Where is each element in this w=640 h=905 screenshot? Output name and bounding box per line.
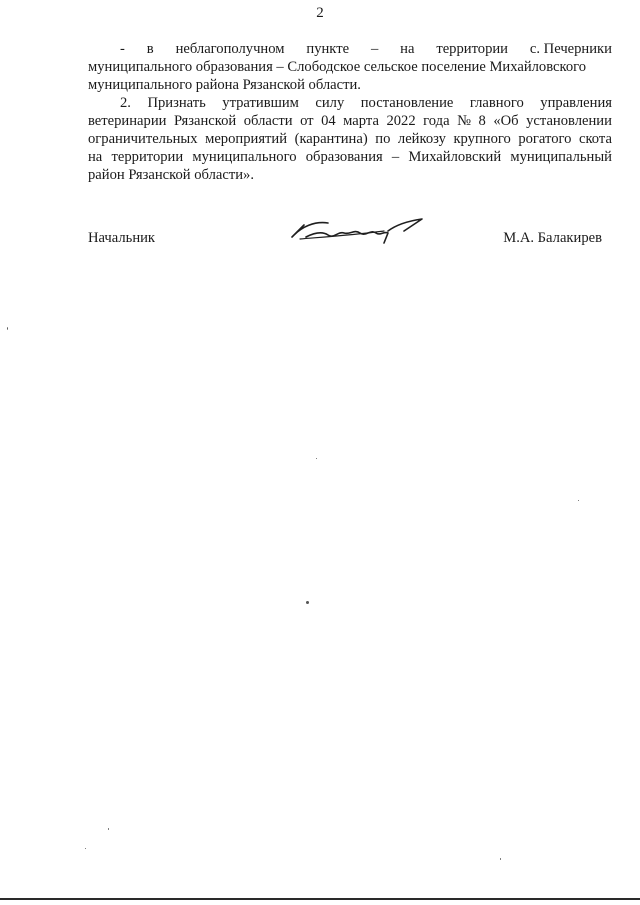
word: по [375,131,391,147]
scan-speck [500,858,501,860]
scan-speck [7,327,8,330]
word: – [391,149,400,165]
handwritten-signature [284,213,429,253]
paragraph-line [88,148,612,166]
word: Признать [147,95,206,111]
word: ветеринарии [88,113,167,129]
paragraph-repeal-resolution [88,94,612,184]
word: ограничительных [88,131,198,147]
paragraph-infected-point [88,40,612,94]
word: Рязанской [173,113,237,129]
word: области [243,113,293,129]
scan-speck [85,848,86,849]
paragraph-line: муниципального образования – Слободское сельское поселение Михайловского [88,59,587,75]
scan-speck [316,458,317,459]
word: мероприятий [205,131,288,147]
word: муниципального [192,149,297,165]
word: от [300,113,314,129]
word: 8 [478,113,486,129]
word: неблагополучном [175,41,285,57]
word: скота [578,131,612,147]
scan-bottom-edge [0,898,640,900]
word: на [88,149,103,165]
word: главного [469,95,524,111]
word: постановление [360,95,454,111]
word: утратившим [222,95,299,111]
paragraph-line [88,130,612,148]
word: управления [540,95,612,111]
paragraph-line [88,40,612,58]
word: - [120,41,125,57]
word: (карантина) [294,131,368,147]
page-number: 2 [316,5,324,21]
signatory-title: Начальник [88,230,156,246]
paragraph-line [88,112,612,130]
word: муниципальный [510,149,612,165]
word: рогатого [518,131,572,147]
word: № [457,113,472,129]
word: территории [111,149,184,165]
word: года [423,113,450,129]
scan-speck [578,500,579,501]
paragraph-line [88,94,612,112]
word: установлении [526,113,612,129]
paragraph-line: муниципального района Рязанской области. [88,77,361,93]
word: территории [436,41,508,57]
word: в [146,41,154,57]
scan-speck [108,828,109,830]
word: крупного [453,131,511,147]
word: «Об [493,113,519,129]
word: – [370,41,379,57]
paragraph-line: район Рязанской области». [88,167,254,183]
word: образования [305,149,383,165]
word: пункте [306,41,350,57]
word: силу [315,95,345,111]
word: 2. [120,95,131,111]
scan-speck [306,601,309,604]
word: 04 [321,113,336,129]
word: с. Печерники [529,41,612,57]
word: лейкозу [397,131,446,147]
word: на [400,41,415,57]
signatory-name: М.А. Балакирев [503,230,602,246]
word: Михайловский [408,149,502,165]
word: марта [343,113,379,129]
word: 2022 [386,113,416,129]
